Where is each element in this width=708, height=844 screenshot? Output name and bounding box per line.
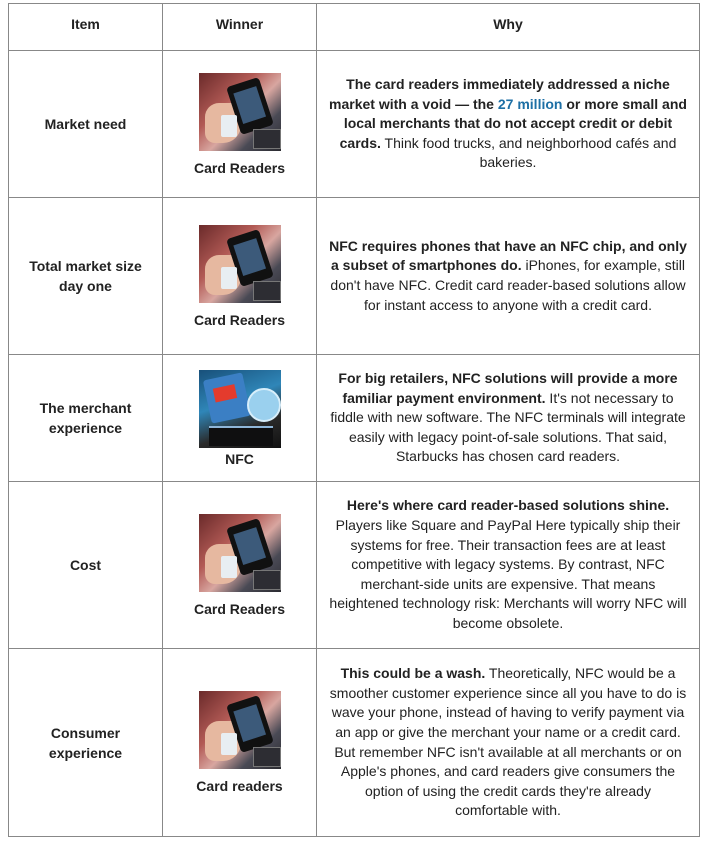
table-row	[8, 51, 700, 198]
header-winner: Winner	[163, 3, 317, 51]
winner-label: Card Readers	[193, 311, 286, 328]
table-row	[8, 198, 700, 355]
table-row	[8, 355, 700, 482]
header-item: Item	[8, 3, 163, 51]
winner-cell	[163, 51, 317, 198]
why-run: Think food trucks, and neighborhood cafés and bakeries.	[380, 134, 677, 171]
winner-label: Card Readers	[193, 600, 286, 617]
row-item-label: Market need	[44, 116, 127, 132]
why-run: Theoretically, NFC would be a smoother customer experience since all you have to do is wave your phone, instead of having to verify payment via an app or give the merchant your name or a credit card. But remember NFC isn't available at all merchants or on Apple's phones, and card readers give consumers the option of using the credit cards they're already comfortable with.	[329, 665, 687, 819]
row-item-label: Consumer experience	[48, 724, 123, 761]
why-text	[317, 369, 699, 467]
header-why: Why	[317, 3, 700, 51]
why-run: This could be a wash.	[340, 665, 486, 682]
winner-cell	[163, 482, 317, 649]
why-text	[317, 237, 699, 315]
why-text	[317, 664, 699, 821]
winner-label: NFC	[225, 450, 254, 467]
why-run: The card readers immediately addressed a niche market with a void — the	[329, 76, 670, 112]
winner-label: Card readers	[196, 778, 283, 794]
nfc-phone-image	[199, 370, 281, 448]
table-header-row	[8, 3, 700, 51]
winner-label: Card Readers	[193, 159, 286, 176]
row-item-label: Total market size day one	[29, 258, 142, 294]
why-run: It's not necessary to fiddle with new software. The NFC terminals will integrate easily with legacy point-of-sale solutions. That said, Starbucks has chosen card readers.	[330, 389, 686, 465]
card-reader-image	[199, 514, 281, 592]
row-item-label: The merchant experience	[39, 400, 132, 436]
why-run: Here's where card reader-based solutions shine.	[346, 497, 670, 514]
row-item-label: Cost	[69, 557, 102, 573]
why-run: iPhones, for example, still don't have NFC. Credit card reader-based solutions allow for instant access to anyone with a credit card.	[330, 257, 686, 313]
table-row	[8, 482, 700, 649]
stat-link[interactable]: 27 million	[497, 95, 563, 112]
winner-cell	[163, 355, 317, 482]
card-reader-image	[199, 691, 281, 769]
winner-cell	[163, 198, 317, 355]
card-reader-image	[199, 225, 281, 303]
winner-cell	[163, 649, 317, 837]
why-run: or more small and local merchants that do not accept credit or debit cards.	[339, 95, 687, 151]
why-run: NFC requires phones that have an NFC chip, and only a subset of smartphones do.	[329, 237, 687, 274]
card-reader-image	[199, 73, 281, 151]
table-row	[8, 649, 700, 837]
why-text	[317, 75, 699, 173]
why-text	[317, 496, 699, 633]
why-run: For big retailers, NFC solutions will provide a more familiar payment environment.	[338, 370, 678, 406]
why-run: Players like Square and PayPal Here typically ship their systems for free. Their transaction fees are at least competitive with legacy systems. By contrast, NFC merchant-side units are expensive. That means heightened technology risk: Merchants will worry NFC will become obsolete.	[329, 517, 687, 631]
